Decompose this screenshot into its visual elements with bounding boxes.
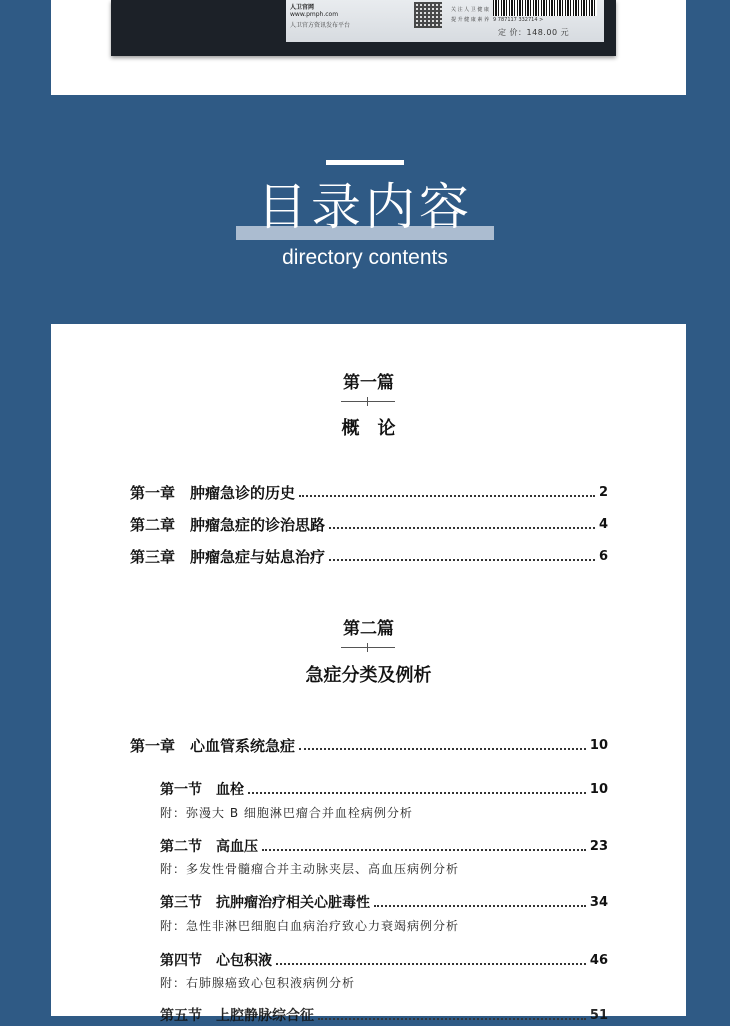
dot-leader <box>248 792 586 794</box>
page-number: 2 <box>598 484 608 500</box>
page-number: 6 <box>598 548 608 564</box>
dot-leader <box>299 748 586 750</box>
dot-leader <box>299 495 595 497</box>
toc-chapter[interactable] <box>130 481 608 503</box>
toc-section[interactable] <box>160 835 608 857</box>
case-appendix: 附：多发性骨髓瘤合并主动脉夹层、高血压病例分析 <box>160 862 460 876</box>
dot-leader <box>262 849 586 851</box>
dot-leader <box>318 1018 586 1020</box>
part-name: 概 论 <box>341 418 396 439</box>
toc-card <box>51 324 686 1024</box>
publisher-name: 人卫官网 <box>290 4 315 11</box>
page-number: 51 <box>589 1007 608 1023</box>
section-title: 第五节 上腔静脉综合征 <box>160 1008 314 1024</box>
page-number: 10 <box>589 737 608 753</box>
section-heading-subtitle: directory contents <box>282 246 448 269</box>
page-number: 23 <box>589 838 608 854</box>
case-appendix: 附：弥漫大 B 细胞淋巴瘤合并血栓病例分析 <box>160 806 413 820</box>
heading-decor-bar <box>326 160 404 165</box>
dot-leader <box>374 905 586 907</box>
qr-code-icon <box>414 2 442 28</box>
chapter-title: 第二章 肿瘤急症的诊治思路 <box>130 515 326 534</box>
publisher-url: www.pmph.com <box>290 11 339 18</box>
toc-chapter[interactable] <box>130 513 608 535</box>
section-heading-title: 目录内容 <box>257 178 473 236</box>
book-back-label <box>286 0 604 42</box>
qr-caption-line: 关 注 人 卫 健 康 <box>451 7 489 13</box>
part-divider <box>341 643 395 651</box>
chapter-title: 第一章 肿瘤急诊的历史 <box>130 483 296 502</box>
section-title: 第二节 高血压 <box>160 839 258 855</box>
part-name: 急症分类及例析 <box>305 665 432 686</box>
isbn-number: 9 787117 332714 > <box>493 17 544 23</box>
page-number: 46 <box>589 952 608 968</box>
dot-leader <box>329 527 595 529</box>
page-number: 34 <box>589 894 608 910</box>
part-title: 第一篇 <box>343 373 394 393</box>
toc-chapter[interactable] <box>130 734 608 756</box>
section-title: 第一节 血栓 <box>160 782 244 798</box>
chapter-title: 第三章 肿瘤急症与姑息治疗 <box>130 547 326 566</box>
part-divider <box>341 397 395 405</box>
dot-leader <box>276 963 586 965</box>
toc-section[interactable] <box>160 778 608 800</box>
toc-chapter[interactable] <box>130 545 608 567</box>
case-appendix: 附：右肺腺癌致心包积液病例分析 <box>160 976 356 990</box>
section-title: 第三节 抗肿瘤治疗相关心脏毒性 <box>160 895 370 911</box>
publisher-tagline: 人卫官方资讯发布平台 <box>290 22 351 29</box>
dot-leader <box>329 559 595 561</box>
qr-caption-line: 提 升 健 康 素 养 <box>451 17 489 23</box>
toc-section[interactable] <box>160 949 608 971</box>
toc-section[interactable] <box>160 891 608 913</box>
book-back-cover <box>111 0 616 56</box>
part-title: 第二篇 <box>343 619 394 639</box>
book-cover-card <box>51 0 686 95</box>
page-number: 10 <box>589 781 608 797</box>
chapter-title: 第一章 心血管系统急症 <box>130 736 296 755</box>
barcode-icon <box>493 0 597 16</box>
page-number: 4 <box>598 516 608 532</box>
toc-section[interactable] <box>160 1004 608 1026</box>
case-appendix: 附：急性非淋巴细胞白血病治疗致心力衰竭病例分析 <box>160 919 460 933</box>
book-price: 定 价：148.00 元 <box>498 28 570 37</box>
section-title: 第四节 心包积液 <box>160 953 272 969</box>
